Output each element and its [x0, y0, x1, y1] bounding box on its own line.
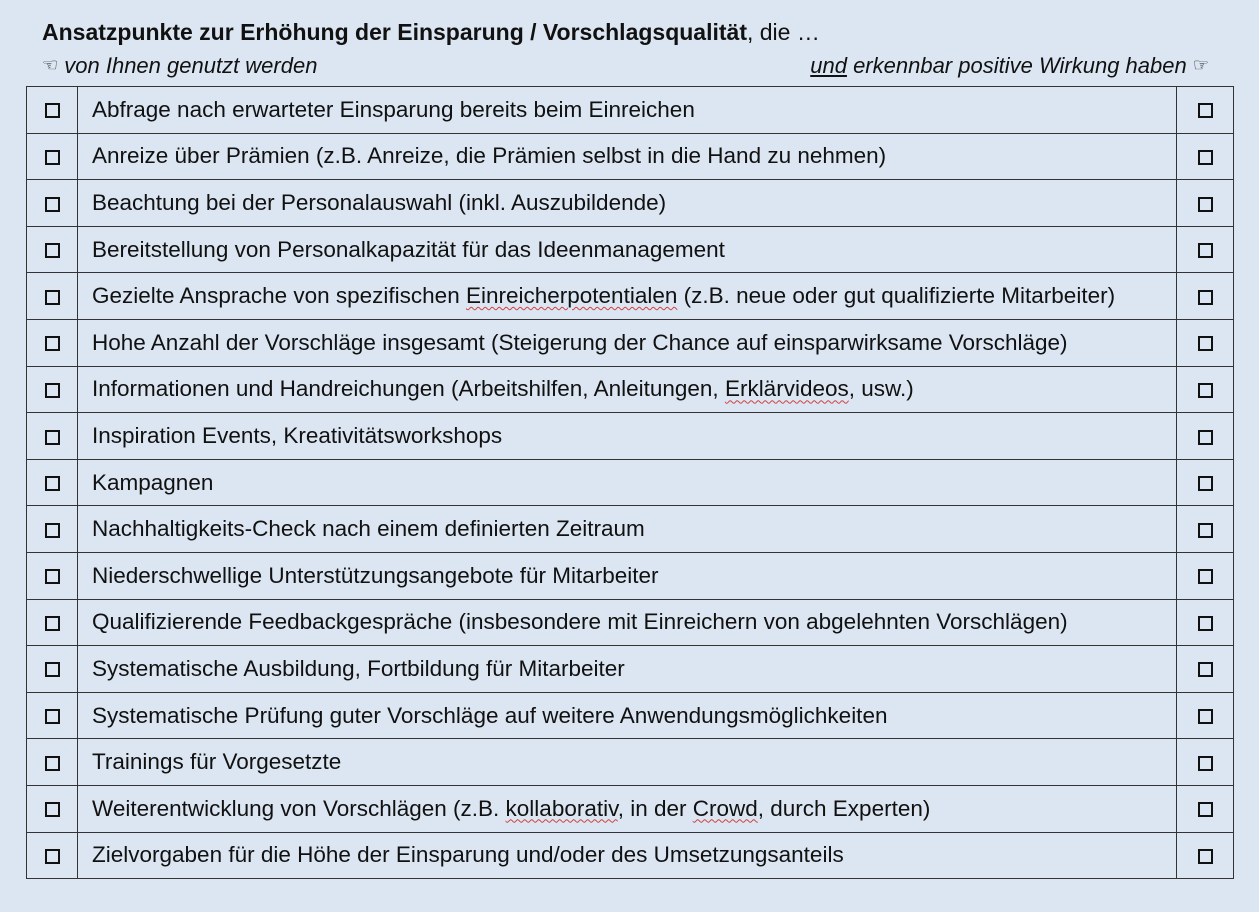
row-label-cell — [78, 692, 1177, 739]
table-row — [27, 692, 1234, 739]
effective-checkbox[interactable] — [1198, 849, 1213, 864]
row-label-cell — [78, 319, 1177, 366]
table-row — [27, 366, 1234, 413]
row-label-cell — [78, 459, 1177, 506]
table-row — [27, 552, 1234, 599]
pointing-right-arrow-icon: ☞ — [1192, 55, 1209, 75]
effective-checkbox[interactable] — [1198, 662, 1213, 677]
table-row — [27, 832, 1234, 879]
effective-checkbox[interactable] — [1198, 569, 1213, 584]
row-label: Nachhaltigkeits-Check nach einem definierten Zeitraum — [92, 516, 645, 542]
row-label: Kampagnen — [92, 469, 214, 495]
effective-checkbox[interactable] — [1198, 430, 1213, 445]
table-row — [27, 506, 1234, 553]
table-row — [27, 87, 1234, 134]
table-row — [27, 785, 1234, 832]
row-label-cell — [78, 87, 1177, 134]
row-label: Bereitstellung von Personalkapazität für das Ideenmanagement — [92, 236, 725, 262]
row-label: Trainings für Vorgesetzte — [92, 749, 342, 775]
used-checkbox[interactable] — [45, 523, 60, 538]
effective-checkbox[interactable] — [1198, 290, 1213, 305]
row-label: Beachtung bei der Personalauswahl (inkl. Auszubildende) — [92, 189, 667, 215]
table-row — [27, 413, 1234, 460]
used-checkbox[interactable] — [45, 569, 60, 584]
effective-checkbox[interactable] — [1198, 336, 1213, 351]
table-row — [27, 646, 1234, 693]
row-label: Anreize über Prämien (z.B. Anreize, die Prämien selbst in die Hand zu nehmen) — [92, 143, 887, 169]
used-checkbox[interactable] — [45, 616, 60, 631]
checklist-table — [26, 86, 1234, 879]
used-checkbox[interactable] — [45, 662, 60, 677]
effective-checkbox[interactable] — [1198, 243, 1213, 258]
row-label: Zielvorgaben für die Höhe der Einsparung und/oder des Umsetzungsanteils — [92, 842, 844, 868]
pointing-left-arrow-icon: ☜ — [42, 55, 59, 75]
used-checkbox[interactable] — [45, 243, 60, 258]
table-row — [27, 459, 1234, 506]
row-label-cell: Gezielte Ansprache von spezifischen Einreicherpotentialen (z.B. neue oder gut qualifizierte Mitarbeiter) — [78, 273, 1177, 320]
row-label: Qualifizierende Feedbackgespräche (insbesondere mit Einreichern von abgelehnten Vorschlägen) — [92, 609, 1068, 635]
row-label-cell — [78, 552, 1177, 599]
table-row — [27, 319, 1234, 366]
used-checkbox[interactable] — [45, 802, 60, 817]
used-checkbox[interactable] — [45, 756, 60, 771]
row-label: Niederschwellige Unterstützungsangebote für Mitarbeiter — [92, 562, 659, 588]
table-row — [27, 739, 1234, 786]
table-row — [27, 273, 1234, 320]
row-label: Systematische Prüfung guter Vorschläge auf weitere Anwendungsmöglichkeiten — [92, 702, 888, 728]
used-checkbox[interactable] — [45, 150, 60, 165]
form-title: Ansatzpunkte zur Erhöhung der Einsparung / Vorschlagsqualität, die … — [42, 19, 820, 45]
table-row — [27, 133, 1234, 180]
row-label-cell: Weiterentwicklung von Vorschlägen (z.B. kollaborativ, in der Crowd, durch Experten) — [78, 785, 1177, 832]
table-row — [27, 180, 1234, 227]
used-checkbox[interactable] — [45, 849, 60, 864]
effective-checkbox[interactable] — [1198, 802, 1213, 817]
row-label-cell — [78, 646, 1177, 693]
row-label-cell — [78, 506, 1177, 553]
effective-checkbox[interactable] — [1198, 103, 1213, 118]
table-row — [27, 599, 1234, 646]
used-checkbox[interactable] — [45, 290, 60, 305]
row-label-cell — [78, 180, 1177, 227]
table-row — [27, 226, 1234, 273]
column-header-used: ☜ von Ihnen genutzt werden — [42, 53, 318, 78]
row-label: Hohe Anzahl der Vorschläge insgesamt (Steigerung der Chance auf einsparwirksame Vorschläge) — [92, 329, 1068, 355]
effective-checkbox[interactable] — [1198, 150, 1213, 165]
column-header-effective: und erkennbar positive Wirkung haben ☞ — [810, 53, 1209, 78]
row-label-cell — [78, 133, 1177, 180]
effective-checkbox[interactable] — [1198, 523, 1213, 538]
used-checkbox[interactable] — [45, 430, 60, 445]
row-label-cell — [78, 599, 1177, 646]
effective-checkbox[interactable] — [1198, 383, 1213, 398]
row-label-cell — [78, 226, 1177, 273]
effective-checkbox[interactable] — [1198, 197, 1213, 212]
used-checkbox[interactable] — [45, 709, 60, 724]
used-checkbox[interactable] — [45, 476, 60, 491]
row-label-cell — [78, 413, 1177, 460]
effective-checkbox[interactable] — [1198, 616, 1213, 631]
used-checkbox[interactable] — [45, 103, 60, 118]
used-checkbox[interactable] — [45, 197, 60, 212]
row-label: Abfrage nach erwarteter Einsparung bereits beim Einreichen — [92, 96, 695, 122]
effective-checkbox[interactable] — [1198, 476, 1213, 491]
row-label-cell — [78, 739, 1177, 786]
used-checkbox[interactable] — [45, 383, 60, 398]
used-checkbox[interactable] — [45, 336, 60, 351]
row-label-cell — [78, 832, 1177, 879]
row-label: Inspiration Events, Kreativitätsworkshops — [92, 422, 503, 448]
effective-checkbox[interactable] — [1198, 709, 1213, 724]
row-label-cell: Informationen und Handreichungen (Arbeitshilfen, Anleitungen, Erklärvideos, usw.) — [78, 366, 1177, 413]
row-label: Systematische Ausbildung, Fortbildung für Mitarbeiter — [92, 655, 625, 681]
effective-checkbox[interactable] — [1198, 756, 1213, 771]
